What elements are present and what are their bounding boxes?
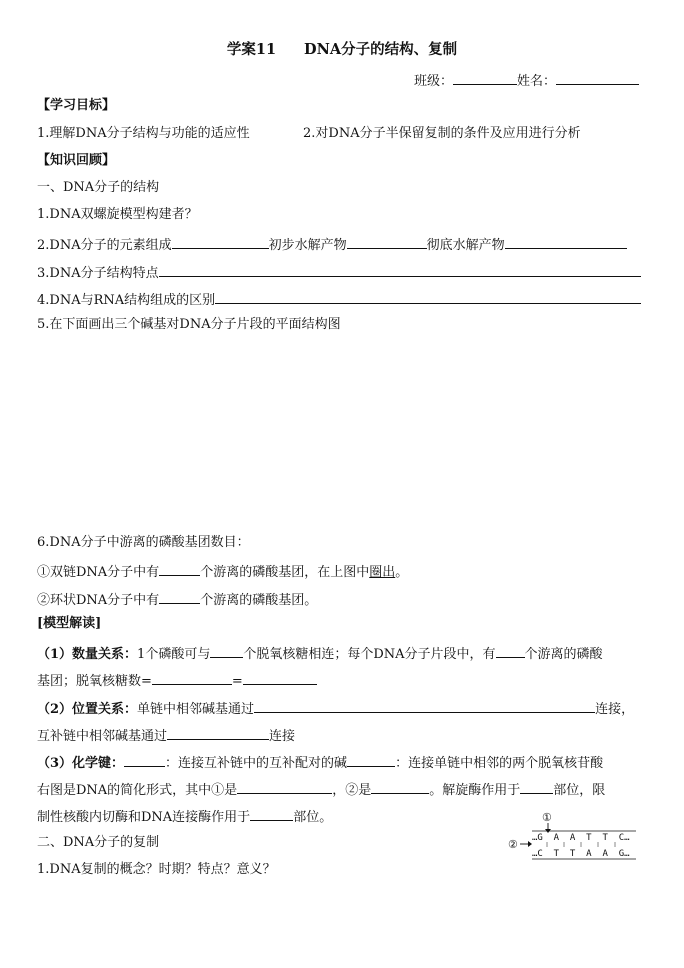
q6b-end: 个游离的磷酸基团。 — [200, 593, 318, 608]
label-1: ① — [542, 811, 552, 824]
q6a-field[interactable] — [159, 561, 200, 576]
p3-h: 部位。 — [293, 810, 333, 825]
p2-d: 连接 — [269, 729, 296, 744]
q6a-underlined: 圈出 — [369, 565, 396, 580]
p2-label: （2）位置关系： — [37, 702, 138, 717]
p3-field-1[interactable] — [124, 752, 165, 767]
q3-field[interactable] — [159, 262, 641, 277]
page-title — [0, 38, 684, 59]
p3-field-3[interactable] — [237, 779, 332, 794]
p2-field-2[interactable] — [167, 725, 269, 740]
p3-d: ，②是 — [332, 783, 372, 798]
title-main: 学案11 — [226, 41, 277, 58]
p3-f: 部位，限 — [553, 783, 606, 798]
bottom-strand: …C T T A A G… — [532, 849, 630, 859]
p2-a: 单链中相邻碱基通过 — [137, 702, 255, 717]
q6a-pre: ①双链DNA分子中有 — [37, 565, 160, 580]
model-p2-line2 — [37, 725, 295, 746]
model-heading: [模型解读] — [37, 616, 102, 631]
class-field[interactable] — [453, 70, 517, 85]
section1-heading: 一、DNA分子的结构 — [37, 180, 160, 195]
p1-field-3[interactable] — [152, 670, 232, 685]
q2-initial-field[interactable] — [347, 234, 427, 249]
q2-elements-field[interactable] — [172, 234, 269, 249]
p3-field-4[interactable] — [371, 779, 429, 794]
student-info — [414, 70, 639, 91]
title-topic: DNA分子的结构、复制 — [304, 41, 458, 58]
goal-item-1: 1.理解DNA分子结构与功能的适应性 — [37, 126, 250, 141]
q2-initial-label: 初步水解产物 — [268, 238, 347, 253]
question-1: 1.DNA双螺旋模型构建者？ — [37, 207, 198, 222]
p3-b: ：连接单链中相邻的两个脱氧核苷酸 — [395, 756, 604, 771]
model-p1-line1 — [37, 643, 603, 664]
question-2 — [37, 234, 627, 255]
q2-elements-label: 2.DNA分子的元素组成 — [37, 238, 172, 253]
p2-c: 互补链中相邻碱基通过 — [37, 729, 168, 744]
review-heading: 【知识回顾】 — [37, 153, 116, 168]
top-strand: …G A A T T C… — [532, 833, 630, 843]
q6b-pre: ②环状DNA分子中有 — [37, 593, 160, 608]
p3-field-6[interactable] — [250, 806, 293, 821]
section2-question-1: 1.DNA复制的概念？时期？特点？意义？ — [37, 862, 276, 877]
question-5: 5.在下面画出三个碱基对DNA分子片段的平面结构图 — [37, 317, 341, 332]
p3-field-5[interactable] — [520, 779, 553, 794]
question-4 — [37, 289, 641, 310]
p1-label: （1）数量关系： — [37, 647, 138, 662]
model-p3-line2 — [37, 779, 605, 800]
dna-diagram — [502, 808, 642, 862]
p1-field-2[interactable] — [496, 643, 525, 658]
goal-item-2: 2.对DNA分子半保留复制的条件及应用进行分析 — [303, 126, 581, 141]
name-label: 姓名： — [517, 74, 557, 89]
goals-heading: 【学习目标】 — [37, 98, 116, 113]
model-p2-line1 — [37, 698, 634, 719]
p3-e: 。解旋酶作用于 — [429, 783, 521, 798]
p3-g: 制性核酸内切酶和DNA连接酶作用于 — [37, 810, 251, 825]
q6a-mid: 个游离的磷酸基团，在上图中 — [200, 565, 370, 580]
p1-b: 个脱氧核糖相连；每个DNA分子片段中，有 — [243, 647, 496, 662]
label-2: ② — [508, 838, 518, 851]
p1-field-1[interactable] — [210, 643, 243, 658]
question-3 — [37, 262, 641, 283]
question-6b — [37, 589, 317, 610]
p3-label: （3）化学键： — [37, 756, 125, 771]
q4-field[interactable] — [215, 289, 641, 304]
model-p3-line3 — [37, 806, 332, 827]
class-label: 班级： — [414, 74, 454, 89]
model-p1-line2 — [37, 670, 317, 691]
drawing-area[interactable] — [37, 340, 647, 525]
section2-heading: 二、DNA分子的复制 — [37, 835, 160, 850]
model-p3-line1 — [37, 752, 603, 773]
q4-label: 4.DNA与RNA结构组成的区别 — [37, 293, 216, 308]
q6a-end: 。 — [395, 565, 409, 580]
q3-label: 3.DNA分子结构特点 — [37, 266, 159, 281]
p3-field-2[interactable] — [347, 752, 395, 767]
q2-complete-label: 彻底水解产物 — [426, 238, 505, 253]
p3-c: 右图是DNA的简化形式，其中①是 — [37, 783, 238, 798]
name-field[interactable] — [556, 70, 639, 85]
p1-field-4[interactable] — [243, 670, 317, 685]
p1-d: 基团；脱氧核糖数= — [37, 674, 152, 689]
p2-b: 连接， — [595, 702, 635, 717]
p1-a: 1个磷酸可与 — [137, 647, 211, 662]
q2-complete-field[interactable] — [505, 234, 627, 249]
p1-c: 个游离的磷酸 — [524, 647, 603, 662]
p2-field-1[interactable] — [254, 698, 595, 713]
question-6a — [37, 561, 408, 582]
question-6: 6.DNA分子中游离的磷酸基团数目： — [37, 535, 250, 550]
q6b-field[interactable] — [159, 589, 200, 604]
p1-e: = — [231, 674, 243, 689]
p3-a: ：连接互补链中的互补配对的碱 — [165, 756, 348, 771]
